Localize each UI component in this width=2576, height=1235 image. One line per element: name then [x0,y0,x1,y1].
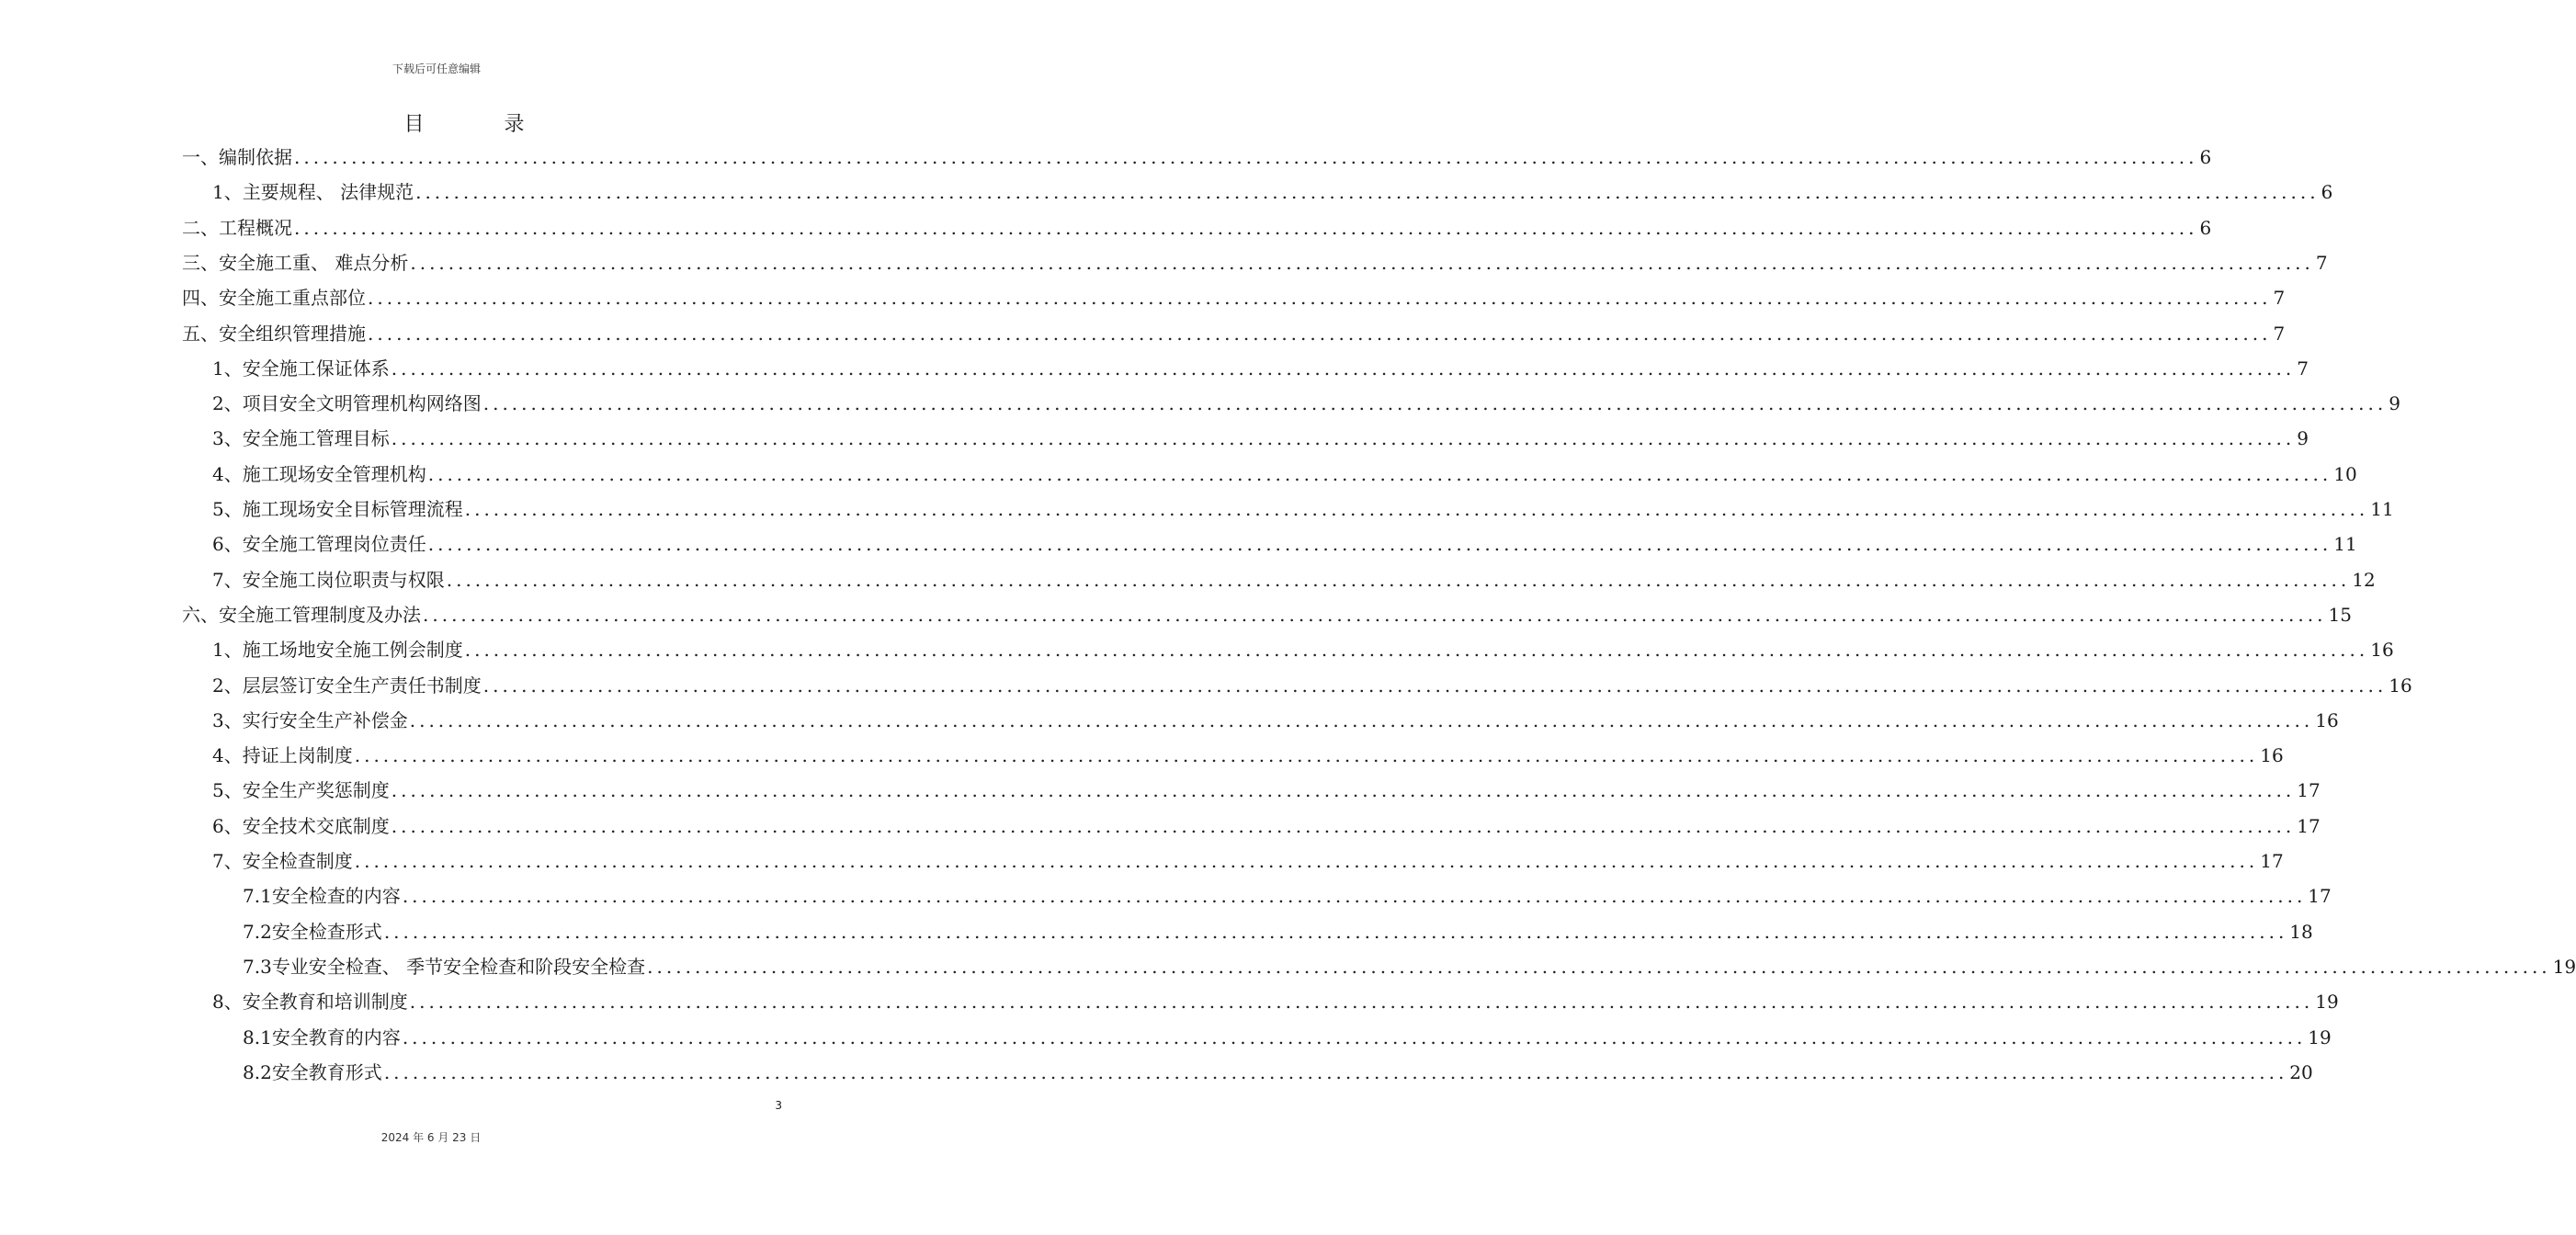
toc-entry-number: 三、 [182,251,219,274]
toc-entry-title: 安全教育形式 [271,1060,382,1083]
toc-entry-page: 17 [2308,885,2332,908]
toc-entry-title: 安全施工重、 难点分析 [219,251,409,274]
toc-entry-page: 12 [2352,568,2376,591]
toc-entry-page: 9 [2297,427,2309,450]
toc-leader-dots: ........................................................................................................................................................................................................ [391,779,2296,802]
toc-leader-dots: ........................................................................................................................................................................................................ [383,1060,2288,1083]
toc-leader-dots: ........................................................................................................................................................................................................ [410,251,2314,274]
toc-entry-number: 4、 [212,462,243,485]
toc-entry-page: 9 [2389,392,2400,415]
toc-entry[interactable] [243,914,2313,949]
toc-entry[interactable] [243,949,2576,984]
toc-entry-title: 安全组织管理措施 [219,322,366,345]
toc-entry[interactable] [212,492,2394,527]
toc-entry[interactable] [182,280,2286,315]
toc-entry-page: 20 [2289,1060,2313,1083]
toc-entry-number: 5、 [212,779,243,802]
toc-entry[interactable] [182,140,2212,175]
toc-entry-title: 实行安全生产补偿金 [242,708,408,731]
toc-entry[interactable] [212,351,2309,386]
toc-entry-number: 6、 [212,533,243,556]
toc-entry-title: 项目安全文明管理机构网络图 [242,392,482,415]
toc-entry[interactable] [212,457,2357,492]
toc-entry-number: 7.3 [243,955,272,978]
toc-entry-number: 1、 [212,639,243,662]
toc-entry-title: 施工现场安全目标管理流程 [242,498,463,520]
toc-entry-page: 6 [2199,146,2212,168]
toc-entry-title: 安全教育的内容 [271,1025,401,1048]
toc-entry-number: 8.2 [243,1060,272,1083]
toc-leader-dots: ........................................................................................................................................................................................................ [391,357,2296,380]
toc-leader-dots: ........................................................................................................................................................................................................ [391,427,2296,450]
toc-entry-page: 7 [2297,357,2309,380]
toc-entry-title: 安全施工岗位职责与权限 [242,568,445,591]
toc-entry[interactable] [212,175,2333,210]
toc-leader-dots: ........................................................................................................................................................................................................ [402,885,2307,908]
toc-entry-title: 专业安全检查、 季节安全检查和阶段安全检查 [271,955,646,978]
toc-entry-title: 层层签订安全生产责任书制度 [242,674,482,697]
toc-leader-dots: ........................................................................................................................................................................................................ [464,498,2369,520]
toc-leader-dots: ........................................................................................................................................................................................................ [294,146,2198,168]
toc-entry-page: 15 [2328,603,2352,626]
toc-entry[interactable] [243,1055,2313,1090]
toc-entry-title: 安全检查形式 [271,920,382,943]
toc-leader-dots: ........................................................................................................................................................................................................ [391,814,2296,837]
toc-entry-title: 安全检查的内容 [271,885,401,908]
toc-entry-page: 19 [2315,991,2339,1014]
toc-leader-dots: ........................................................................................................................................................................................................ [368,322,2272,345]
toc-entry-page: 7 [2273,322,2286,345]
toc-entry[interactable] [182,210,2212,245]
page-header: 下载后可任意编辑 [392,62,481,75]
toc-entry-title: 安全检查制度 [242,850,353,872]
toc-leader-dots: ........................................................................................................................................................................................................ [409,991,2314,1014]
toc-entry-number: 二、 [182,216,219,239]
toc-entry-title: 安全施工管理制度及办法 [219,603,421,626]
toc-entry[interactable] [212,562,2376,597]
toc-entry[interactable] [243,1020,2332,1055]
toc-entry-number: 4、 [212,744,243,767]
toc-entry-page: 17 [2260,850,2284,872]
toc-entry-page: 16 [2370,639,2394,662]
toc-entry-page: 7 [2273,287,2286,310]
toc-entry-number: 五、 [182,322,219,345]
toc-entry-page: 16 [2389,674,2412,697]
toc-entry-title: 安全技术交底制度 [242,814,390,837]
toc-entry-number: 6、 [212,814,243,837]
toc-entry-number: 5、 [212,498,243,520]
toc-leader-dots: ........................................................................................................................................................................................................ [354,850,2259,872]
toc-entry-number: 一、 [182,146,219,168]
toc-entry[interactable] [212,844,2284,878]
toc-entry-number: 8、 [212,991,243,1014]
toc-leader-dots: ........................................................................................................................................................................................................ [427,462,2332,485]
toc-title: 目 录 [403,113,562,136]
toc-entry-page: 11 [2333,533,2357,556]
toc-entry-number: 六、 [182,603,219,626]
toc-entry-page: 11 [2370,498,2394,520]
toc-entry-title: 主要规程、 法律规范 [242,181,414,204]
toc-entry-number: 四、 [182,287,219,310]
toc-leader-dots: ........................................................................................................................................................................................................ [446,568,2351,591]
toc-entry[interactable] [212,386,2400,421]
page-footer-date: 2024 年 6 月 23 日 [380,1131,482,1144]
toc-entry[interactable] [212,668,2412,703]
toc-entry-number: 7.2 [243,920,272,943]
toc-entry-title: 工程概况 [219,216,292,239]
toc-leader-dots: ........................................................................................................................................................................................................ [482,392,2388,415]
toc-entry-number: 3、 [212,427,243,450]
toc-entry-number: 1、 [212,181,243,204]
toc-entry-page: 16 [2315,708,2339,731]
toc-entry-page: 6 [2321,181,2333,204]
toc-entry-title: 安全教育和培训制度 [242,991,408,1014]
toc-leader-dots: ........................................................................................................................................................................................................ [354,744,2259,767]
toc-entry-page: 17 [2297,779,2321,802]
toc-leader-dots: ........................................................................................................................................................................................................ [647,955,2551,978]
toc-leader-dots: ........................................................................................................................................................................................................ [423,603,2327,626]
toc-entry-title: 安全生产奖惩制度 [242,779,390,802]
toc-leader-dots: ........................................................................................................................................................................................................ [427,533,2332,556]
toc-leader-dots: ........................................................................................................................................................................................................ [294,216,2198,239]
toc-entry[interactable] [212,632,2394,667]
page-number: 3 [775,1099,782,1112]
toc-entry-title: 安全施工保证体系 [242,357,390,380]
toc-entry-page: 7 [2315,251,2328,274]
toc-entry-page: 19 [2552,955,2576,978]
toc-entry-number: 2、 [212,392,243,415]
toc-entry[interactable] [212,773,2321,808]
toc-entry-title: 施工现场安全管理机构 [242,462,426,485]
toc-entry-number: 7、 [212,568,243,591]
toc-leader-dots: ........................................................................................................................................................................................................ [482,674,2388,697]
toc-entry-page: 17 [2297,814,2321,837]
toc-entry-title: 施工场地安全施工例会制度 [242,639,463,662]
toc-entry-number: 3、 [212,708,243,731]
toc-entry-title: 安全施工重点部位 [219,287,366,310]
toc-entry-page: 10 [2333,462,2357,485]
toc-entry[interactable] [182,316,2286,351]
toc-entry[interactable] [212,809,2321,844]
toc-entry[interactable] [212,527,2357,561]
toc-entry[interactable] [212,703,2339,738]
toc-entry[interactable] [182,245,2328,280]
toc-entry-page: 18 [2289,920,2313,943]
toc-entry[interactable] [212,421,2309,456]
toc-entry-number: 8.1 [243,1025,272,1048]
toc-entry-number: 7、 [212,850,243,872]
toc-entry-title: 持证上岗制度 [242,744,353,767]
toc-entry-title: 安全施工管理岗位责任 [242,533,426,556]
toc-leader-dots: ........................................................................................................................................................................................................ [464,639,2369,662]
toc-entry[interactable] [212,738,2284,773]
toc-entry-title: 安全施工管理目标 [242,427,390,450]
toc-entry[interactable] [182,597,2352,632]
toc-leader-dots: ........................................................................................................................................................................................................ [383,920,2288,943]
toc-leader-dots: ........................................................................................................................................................................................................ [415,181,2320,204]
toc-entry-number: 1、 [212,357,243,380]
toc-leader-dots: ........................................................................................................................................................................................................ [402,1025,2307,1048]
toc-entry-number: 2、 [212,674,243,697]
toc-leader-dots: ........................................................................................................................................................................................................ [409,708,2314,731]
toc-entry[interactable] [243,878,2332,913]
toc-entry-title: 编制依据 [219,146,292,168]
toc-entry-number: 7.1 [243,885,272,908]
toc-entry-page: 6 [2199,216,2212,239]
toc-entry[interactable] [212,984,2339,1019]
toc-leader-dots: ........................................................................................................................................................................................................ [368,287,2272,310]
toc-entry-page: 16 [2260,744,2284,767]
toc-entry-page: 19 [2308,1025,2332,1048]
